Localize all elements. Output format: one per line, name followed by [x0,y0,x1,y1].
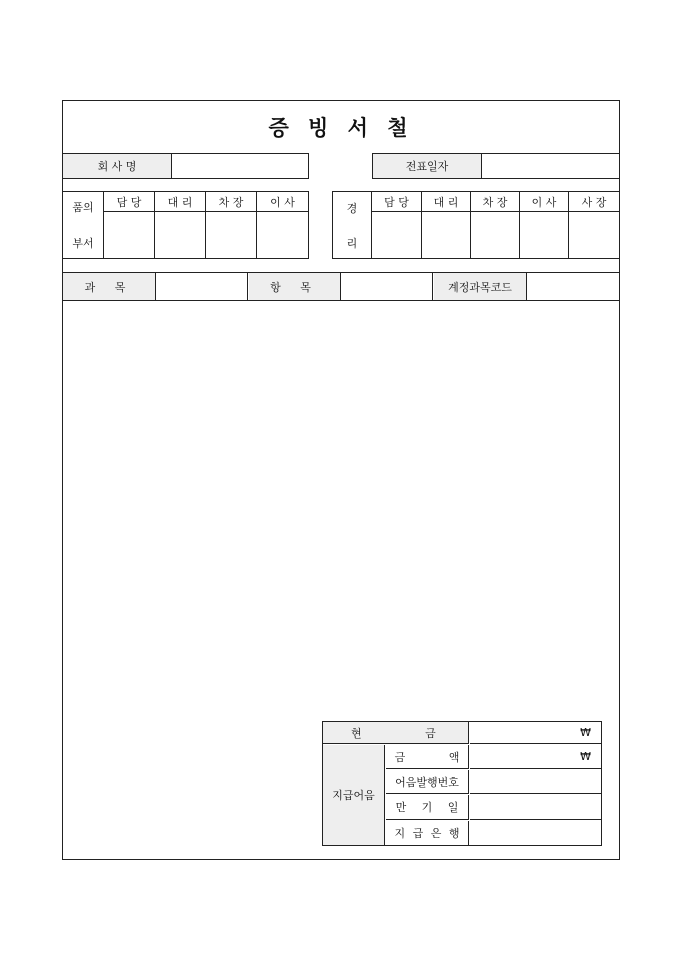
accounting-top: 경 [346,202,358,215]
cash-field[interactable] [470,722,601,744]
accounting-sign-box[interactable] [372,212,421,258]
voucher-date-label: 전표일자 [373,154,482,178]
cash-label-text: 현 금 [351,726,436,740]
approval-dept-bottom: 부서 [72,237,94,250]
accounting-role: 담 당 [384,195,409,209]
subject-label: 과 목 [63,273,156,300]
accounting-bottom: 리 [346,237,358,250]
company-label: 회 사 명 [63,154,172,178]
cash-currency: ₩ [580,726,591,739]
accounting-sign-box[interactable] [569,212,619,258]
approval-dept-top: 품의 [72,201,94,214]
approval-role: 이 사 [270,195,295,209]
approval-sign-box[interactable] [155,212,205,258]
voucher-date-field[interactable] [483,154,619,178]
accounting-role: 사 장 [581,195,607,209]
accounting-sign-box[interactable] [422,212,470,258]
bank-label: 지 급 은 행 [386,821,469,845]
approval-sign-box[interactable] [206,212,256,258]
bill-label: 지급어음 [323,745,385,845]
approval-role: 담 당 [116,195,142,209]
bill-number-field[interactable] [470,770,601,794]
amount-field[interactable] [470,745,601,769]
maturity-label: 만 기 일 [386,795,469,820]
approval-sign-box[interactable] [257,212,308,258]
maturity-field[interactable] [470,795,601,820]
accounting-sign-box[interactable] [520,212,568,258]
approval-sign-box[interactable] [104,212,154,258]
accounting-role: 대 리 [433,195,459,209]
amount-currency: ₩ [580,750,591,763]
cash-label [323,722,469,744]
bank-field[interactable] [470,821,601,845]
item-field[interactable] [342,273,433,300]
item-label: 항 목 [249,273,341,300]
accounting-role: 차 장 [482,195,508,209]
form-title: 증 빙 서 철 [268,116,414,140]
subject-field[interactable] [157,273,248,300]
account-code-label: 계정과목코드 [434,273,527,300]
amount-label: 금 액 [386,745,469,769]
account-code-field[interactable] [528,273,619,300]
company-field[interactable] [173,154,308,178]
approval-role: 차 장 [218,195,244,209]
accounting-role: 이 사 [531,195,557,209]
approval-role: 대 리 [167,195,193,209]
accounting-sign-box[interactable] [471,212,519,258]
bill-number-label: 어음발행번호 [386,770,469,794]
receipt-attach-area[interactable] [63,302,619,720]
